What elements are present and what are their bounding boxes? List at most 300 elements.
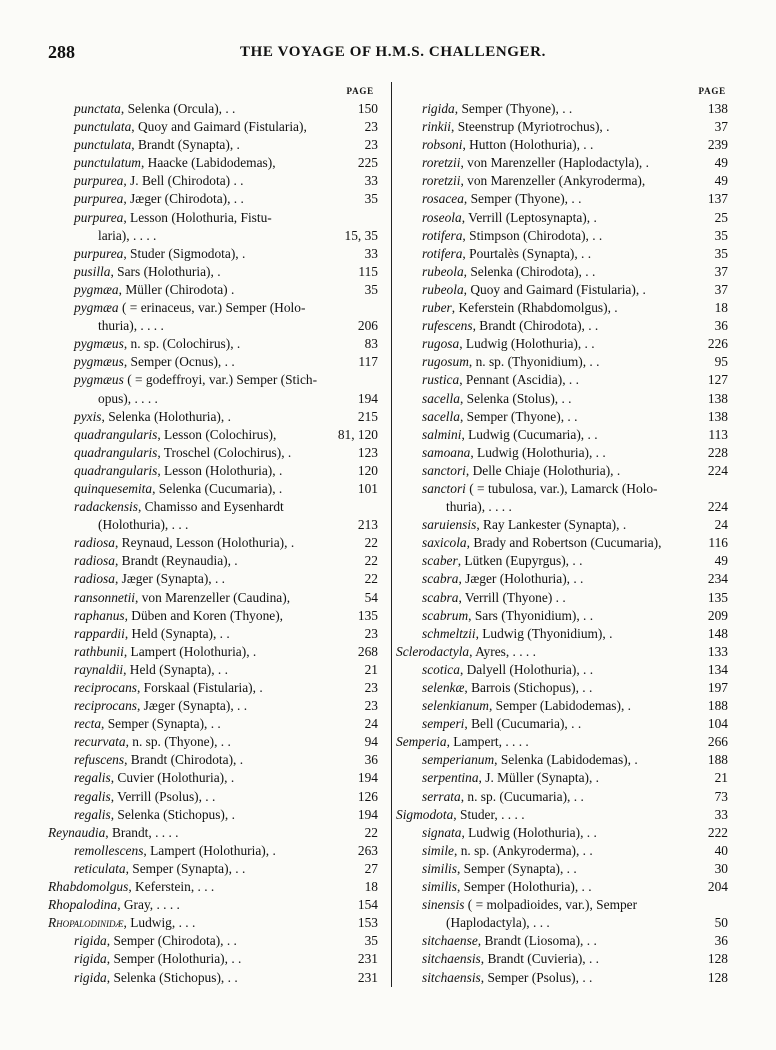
entry-text: , Jæger (Synapta), . . xyxy=(136,698,248,714)
index-entry xyxy=(74,860,378,878)
index-entry xyxy=(48,896,378,914)
page-reference: 23 xyxy=(363,625,378,643)
entry-text: (Holothuria), . . . xyxy=(98,517,189,533)
index-entry xyxy=(74,950,378,968)
entry-text: , Semper (Psolus), . . xyxy=(480,969,593,985)
species-name: raphanus xyxy=(74,607,125,623)
page-reference: 33 xyxy=(363,245,378,263)
entry-text: , Keferstein (Rhabdomolgus), . xyxy=(451,300,618,316)
index-entry xyxy=(422,860,728,878)
genus-name: Semperia xyxy=(396,734,447,750)
species-name: recta xyxy=(74,716,102,732)
index-entry xyxy=(422,679,728,697)
entry-text: ( = tubulosa, var.), Lamarck (Holo- xyxy=(465,480,658,496)
species-name: pygmæus xyxy=(74,354,124,370)
entry-text: , Reynaud, Lesson (Holothuria), . xyxy=(114,535,295,551)
entry-text: , Steenstrup (Myriotrochus), . xyxy=(451,119,610,135)
index-entry xyxy=(422,245,728,263)
species-name: quadrangularis xyxy=(74,462,158,478)
index-entry xyxy=(422,534,728,552)
index-entry xyxy=(74,570,378,588)
page-reference: 231 xyxy=(356,969,378,987)
species-name: rustica xyxy=(422,372,460,388)
index-entry xyxy=(422,335,728,353)
index-entry xyxy=(422,444,728,462)
species-name: pygmæus xyxy=(74,372,124,388)
index-entry xyxy=(74,697,378,715)
index-entry xyxy=(74,209,378,227)
species-name: radiosa xyxy=(74,571,115,587)
index-entry xyxy=(74,444,378,462)
page-reference: 204 xyxy=(706,878,728,896)
species-name: scabra xyxy=(422,571,459,587)
page-reference: 30 xyxy=(713,860,728,878)
species-name: roseola xyxy=(422,209,462,225)
page-reference: 138 xyxy=(706,408,728,426)
index-entry xyxy=(74,480,378,498)
entry-text: , Lampert (Holothuria), . xyxy=(123,643,257,659)
species-name: punctulata xyxy=(74,119,132,135)
entry-text: , Stimpson (Chirodota), . . xyxy=(462,227,603,243)
index-entry xyxy=(422,172,728,190)
page-reference: 33 xyxy=(713,806,728,824)
entry-text: , Semper (Thyone), . . xyxy=(454,101,573,116)
page-reference: 22 xyxy=(363,570,378,588)
index-entry xyxy=(422,209,728,227)
index-entry xyxy=(74,498,378,516)
index-entry xyxy=(422,317,728,335)
page-reference: 104 xyxy=(706,715,728,733)
index-entry xyxy=(422,353,728,371)
species-name: sitchaense xyxy=(422,933,478,949)
entry-text: , Jæger (Holothuria), . . xyxy=(458,571,584,587)
species-name: pygmæa xyxy=(74,300,119,316)
species-name: selenkianum xyxy=(422,698,489,714)
index-entry xyxy=(74,100,378,118)
species-name: similis xyxy=(422,860,457,876)
page-reference: 222 xyxy=(706,824,728,842)
index-entry xyxy=(422,914,728,932)
entry-text: , Haacke (Labidodemas), xyxy=(140,155,276,171)
entry-text: , Semper (Labidodemas), . xyxy=(488,698,631,714)
index-entry xyxy=(74,679,378,697)
index-entry xyxy=(74,371,378,389)
page-reference: 224 xyxy=(706,498,728,516)
species-name: purpurea xyxy=(74,173,124,189)
entry-text: , Ludwig, . . . xyxy=(123,915,196,931)
species-name: rigida xyxy=(422,101,455,116)
page-reference: 36 xyxy=(713,317,728,335)
species-name: scaber xyxy=(422,553,458,569)
entry-text: , Brandt (Liosoma), . . xyxy=(477,933,597,949)
index-entry xyxy=(422,263,728,281)
species-name: rappardii xyxy=(74,625,125,641)
page-reference: 36 xyxy=(713,932,728,950)
entry-text: , Semper (Synapta), . . xyxy=(125,860,246,876)
entry-text: , Semper (Holothuria), . . xyxy=(106,951,242,967)
species-name: scabra xyxy=(422,589,459,605)
species-name: regalis xyxy=(74,806,111,822)
page-reference: 22 xyxy=(363,552,378,570)
species-name: schmeltzii xyxy=(422,625,476,641)
species-name: rinkii xyxy=(422,119,452,135)
species-name: sacella xyxy=(422,390,460,406)
entry-text: , Selenka (Stichopus), . . xyxy=(106,969,238,985)
index-entry xyxy=(422,227,728,245)
index-entry xyxy=(74,788,378,806)
entry-text: , Selenka (Cucumaria), . xyxy=(152,480,283,496)
entry-text: , Ludwig (Holothuria), . . xyxy=(470,444,606,460)
species-name: quadrangularis xyxy=(74,444,158,460)
species-name: sitchaensis xyxy=(422,951,481,967)
index-column-left xyxy=(48,86,378,987)
genus-name: Rhabdomolgus xyxy=(48,879,129,895)
entry-text: , Selenka (Labidodemas), . xyxy=(494,752,638,768)
page-reference: 49 xyxy=(713,154,728,172)
species-name: punctata xyxy=(74,101,121,116)
species-name: rosacea xyxy=(422,191,464,207)
index-entry xyxy=(74,733,378,751)
index-entry xyxy=(422,769,728,787)
species-name: rotifera xyxy=(422,227,463,243)
entry-text: , Ludwig (Cucumaria), . . xyxy=(461,426,598,442)
index-entry xyxy=(74,190,378,208)
page-reference: 226 xyxy=(706,335,728,353)
species-name: punctulata xyxy=(74,137,132,153)
species-name: rathbunii xyxy=(74,643,124,659)
entry-text: , von Marenzeller (Ankyroderma), xyxy=(460,173,646,189)
entry-text: , Brandt (Reynaudia), . xyxy=(114,553,238,569)
index-entry xyxy=(74,462,378,480)
page-reference: 148 xyxy=(706,625,728,643)
entry-text: ( = molpadioides, var.), Semper xyxy=(464,897,638,913)
page-reference: 36 xyxy=(363,751,378,769)
entry-text: ( = erinaceus, var.) Semper (Holo- xyxy=(118,300,306,316)
species-name: rotifera xyxy=(422,245,463,261)
page-reference: 138 xyxy=(706,390,728,408)
page-reference: 35 xyxy=(363,932,378,950)
species-name: sinensis xyxy=(422,897,465,913)
page-reference: 153 xyxy=(356,914,378,932)
page-reference: 37 xyxy=(713,263,728,281)
page-reference: 94 xyxy=(363,733,378,751)
species-name: sitchaensis xyxy=(422,969,481,985)
species-name: rufescens xyxy=(422,318,473,334)
species-name: roretzii xyxy=(422,173,461,189)
entry-text: , Pennant (Ascidia), . . xyxy=(459,372,579,388)
entry-text: , Semper (Thyone), . . xyxy=(459,408,578,424)
index-entry xyxy=(74,806,378,824)
page-reference: 209 xyxy=(706,607,728,625)
index-entry xyxy=(422,118,728,136)
index-entry xyxy=(422,950,728,968)
page-reference: 138 xyxy=(706,100,728,118)
index-entry xyxy=(74,643,378,661)
page-reference: 35 xyxy=(363,190,378,208)
entry-text: opus), . . . . xyxy=(98,390,158,406)
entry-text: , Keferstein, . . . xyxy=(128,879,215,895)
index-entry xyxy=(74,408,378,426)
page-reference: 117 xyxy=(356,353,378,371)
species-name: radiosa xyxy=(74,553,115,569)
page-reference: 231 xyxy=(356,950,378,968)
index-entry xyxy=(74,390,378,408)
species-name: radiosa xyxy=(74,535,115,551)
species-name: raynaldii xyxy=(74,661,124,677)
page-reference: 37 xyxy=(713,118,728,136)
species-name: rugosum xyxy=(422,354,469,370)
index-entry xyxy=(74,625,378,643)
entry-text: , Lesson (Holothuria, Fistu- xyxy=(123,209,272,225)
index-entry xyxy=(422,154,728,172)
page-reference: 25 xyxy=(713,209,728,227)
species-name: reticulata xyxy=(74,860,126,876)
genus-name: Reynaudia xyxy=(48,824,106,840)
entry-text: , n. sp. (Thyone), . . xyxy=(125,734,231,750)
entry-text: , Cuvier (Holothuria), . xyxy=(110,770,235,786)
entry-text: , Jæger (Chirodota), . . xyxy=(123,191,244,207)
index-entry xyxy=(422,751,728,769)
index-entry xyxy=(74,317,378,335)
entry-text: , J. Bell (Chirodota) . . xyxy=(123,173,244,189)
index-entry xyxy=(48,878,378,896)
page-reference: 127 xyxy=(706,371,728,389)
page-reference: 128 xyxy=(706,969,728,987)
index-entry xyxy=(422,570,728,588)
index-entry xyxy=(74,769,378,787)
species-name: scotica xyxy=(422,661,460,677)
index-entry xyxy=(422,715,728,733)
page-reference: 23 xyxy=(363,136,378,154)
species-name: rubeola xyxy=(422,281,464,297)
page-reference: 50 xyxy=(713,914,728,932)
genus-name: Rhopalodina xyxy=(48,897,118,913)
index-entry xyxy=(422,842,728,860)
species-name: pusilla xyxy=(74,263,111,279)
page-reference: 24 xyxy=(713,516,728,534)
index-entry xyxy=(74,154,378,172)
index-entry xyxy=(422,969,728,987)
genus-name: Sigmodota xyxy=(396,806,454,822)
entry-text: , Semper (Ocnus), . . xyxy=(123,354,235,370)
entry-text: , J. Müller (Synapta), . xyxy=(478,770,600,786)
entry-text: , von Marenzeller (Haplodactyla), . xyxy=(460,155,649,171)
index-entry xyxy=(422,480,728,498)
page-reference: 21 xyxy=(363,661,378,679)
index-entry xyxy=(422,100,728,118)
species-name: purpurea xyxy=(74,191,124,207)
species-name: ruber xyxy=(422,300,452,316)
page-reference: 137 xyxy=(706,190,728,208)
species-name: scabrum xyxy=(422,607,469,623)
running-title: THE VOYAGE OF H.M.S. CHALLENGER. xyxy=(240,44,546,60)
index-entry xyxy=(74,969,378,987)
index-entry xyxy=(48,824,378,842)
species-name: punctulatum xyxy=(74,155,141,171)
species-name: purpurea xyxy=(74,245,124,261)
index-entry xyxy=(422,462,728,480)
page-reference: 22 xyxy=(363,534,378,552)
species-name: similis xyxy=(422,879,457,895)
index-column-right xyxy=(396,86,728,987)
entry-text: , Lesson (Colochirus), xyxy=(157,426,277,442)
index-entry xyxy=(74,227,378,245)
page-reference: 27 xyxy=(363,860,378,878)
species-name: saruiensis xyxy=(422,517,477,533)
species-name: roretzii xyxy=(422,155,461,171)
species-name: rigida xyxy=(74,951,107,967)
page-reference: 24 xyxy=(363,715,378,733)
entry-text: , Selenka (Stolus), . . xyxy=(459,390,572,406)
entry-text: , Studer (Sigmodota), . xyxy=(123,245,246,261)
page-reference: 113 xyxy=(706,426,728,444)
index-entry xyxy=(422,408,728,426)
species-name: reciprocans xyxy=(74,698,137,714)
index-entry xyxy=(422,932,728,950)
column-divider xyxy=(391,82,392,987)
index-entry xyxy=(74,516,378,534)
entry-text: , Semper (Chirodota), . . xyxy=(106,933,237,949)
entry-text: , Brandt (Chirodota), . . xyxy=(472,318,599,334)
page-reference: 194 xyxy=(356,769,378,787)
page-reference: 134 xyxy=(706,661,728,679)
species-name: rigida xyxy=(74,969,107,985)
species-name: quadrangularis xyxy=(74,426,158,442)
entry-text: , Brandt (Synapta), . xyxy=(131,137,240,153)
page-reference: 206 xyxy=(356,317,378,335)
entry-text: , Troschel (Colochirus), . xyxy=(157,444,292,460)
index-entry xyxy=(74,661,378,679)
species-name: sacella xyxy=(422,408,460,424)
entry-text: , Selenka (Holothuria), . xyxy=(101,408,231,424)
entry-text: , Verrill (Psolus), . . xyxy=(110,788,216,804)
page-reference: 263 xyxy=(356,842,378,860)
index-entry xyxy=(422,498,728,516)
index-entry xyxy=(422,390,728,408)
entry-text: , Quoy and Gaimard (Fistularia), xyxy=(131,119,307,135)
species-name: sanctori xyxy=(422,480,466,496)
page-header xyxy=(48,42,738,66)
species-name: serrata xyxy=(422,788,461,804)
species-name: quinquesemita xyxy=(74,480,153,496)
entry-text: , Gray, . . . . xyxy=(117,897,180,913)
entry-text: ( = godeffroyi, var.) Semper (Stich- xyxy=(123,372,318,388)
page-reference: 266 xyxy=(706,733,728,751)
index-entry xyxy=(422,299,728,317)
entry-list xyxy=(48,100,378,987)
index-entry xyxy=(74,607,378,625)
index-entry xyxy=(422,607,728,625)
page-reference: 81, 120 xyxy=(336,426,378,444)
entry-text: , Lampert (Holothuria), . xyxy=(143,842,276,858)
page-reference: 213 xyxy=(356,516,378,534)
species-name: robsoni xyxy=(422,137,463,153)
index-entry xyxy=(422,625,728,643)
index-entry xyxy=(422,824,728,842)
index-entry xyxy=(422,552,728,570)
page-reference: 83 xyxy=(363,335,378,353)
genus-name: Sclerodactyla xyxy=(396,643,470,659)
entry-text: , Selenka (Orcula), . . xyxy=(120,101,236,116)
index-entry xyxy=(422,516,728,534)
entry-text: , Bell (Cucumaria), . . xyxy=(464,716,582,732)
page-reference: 225 xyxy=(356,154,378,172)
entry-text: , Held (Synapta), . . xyxy=(123,661,228,677)
entry-text: , Selenka (Stichopus), . xyxy=(110,806,235,822)
species-name: refuscens xyxy=(74,752,125,768)
species-name: selenkæ xyxy=(422,680,465,695)
index-entry xyxy=(74,118,378,136)
index-entry xyxy=(74,715,378,733)
page-reference: 49 xyxy=(713,172,728,190)
page-column-label: PAGE xyxy=(346,86,374,96)
page-column-label: PAGE xyxy=(698,86,726,96)
page-reference: 197 xyxy=(706,679,728,697)
entry-text: , Sars (Holothuria), . xyxy=(110,263,221,279)
entry-text: , n. sp. (Ankyroderma), . . xyxy=(454,842,593,858)
page-reference: 18 xyxy=(713,299,728,317)
index-entry xyxy=(74,534,378,552)
index-entry xyxy=(74,281,378,299)
page-reference: 188 xyxy=(706,751,728,769)
page-reference: 40 xyxy=(713,842,728,860)
entry-text: , Hutton (Holothuria), . . xyxy=(462,137,594,153)
page-reference: 21 xyxy=(713,769,728,787)
page-reference: 23 xyxy=(363,697,378,715)
entry-text: , Müller (Chirodota) . xyxy=(118,281,235,297)
page-reference: 133 xyxy=(706,643,728,661)
entry-text: , Ray Lankester (Synapta), . xyxy=(476,517,627,533)
index-entry xyxy=(48,914,378,932)
index-entry xyxy=(74,426,378,444)
index-entry xyxy=(74,751,378,769)
entry-text: , Düben and Koren (Thyone), xyxy=(124,607,284,623)
page-reference: 35 xyxy=(363,281,378,299)
page-reference: 239 xyxy=(706,136,728,154)
entry-text: , Semper (Holothuria), . . xyxy=(456,879,592,895)
index-entry xyxy=(74,842,378,860)
entry-text: , Brandt (Chirodota), . xyxy=(124,752,244,768)
page-reference: 228 xyxy=(706,444,728,462)
index-entry xyxy=(422,371,728,389)
page-reference: 268 xyxy=(356,643,378,661)
page-reference: 215 xyxy=(356,408,378,426)
genus-name: Rhopalodinidæ xyxy=(48,915,124,931)
index-entry xyxy=(74,353,378,371)
entry-text: , Delle Chiaje (Holothuria), . xyxy=(465,462,621,478)
page-reference: 35 xyxy=(713,227,728,245)
species-name: pyxis xyxy=(74,408,102,424)
index-entry xyxy=(422,190,728,208)
entry-text: (Haplodactyla), . . . xyxy=(446,915,550,931)
page-reference: 54 xyxy=(363,589,378,607)
page-reference: 135 xyxy=(356,607,378,625)
page-reference: 22 xyxy=(363,824,378,842)
species-name: sanctori xyxy=(422,462,466,478)
entry-text: , von Marenzeller (Caudina), xyxy=(135,589,291,605)
species-name: rigida xyxy=(74,933,107,949)
species-name: rugosa xyxy=(422,336,460,352)
page-reference: 23 xyxy=(363,118,378,136)
page-reference: 123 xyxy=(356,444,378,462)
species-name: pygmæus xyxy=(74,336,124,352)
entry-text: , Verrill (Thyone) . . xyxy=(458,589,566,605)
entry-text: , Lütken (Eupyrgus), . . xyxy=(457,553,583,569)
index-entry xyxy=(422,661,728,679)
index-entry xyxy=(422,281,728,299)
species-name: remollescens xyxy=(74,842,144,858)
species-name: samoana xyxy=(422,444,471,460)
